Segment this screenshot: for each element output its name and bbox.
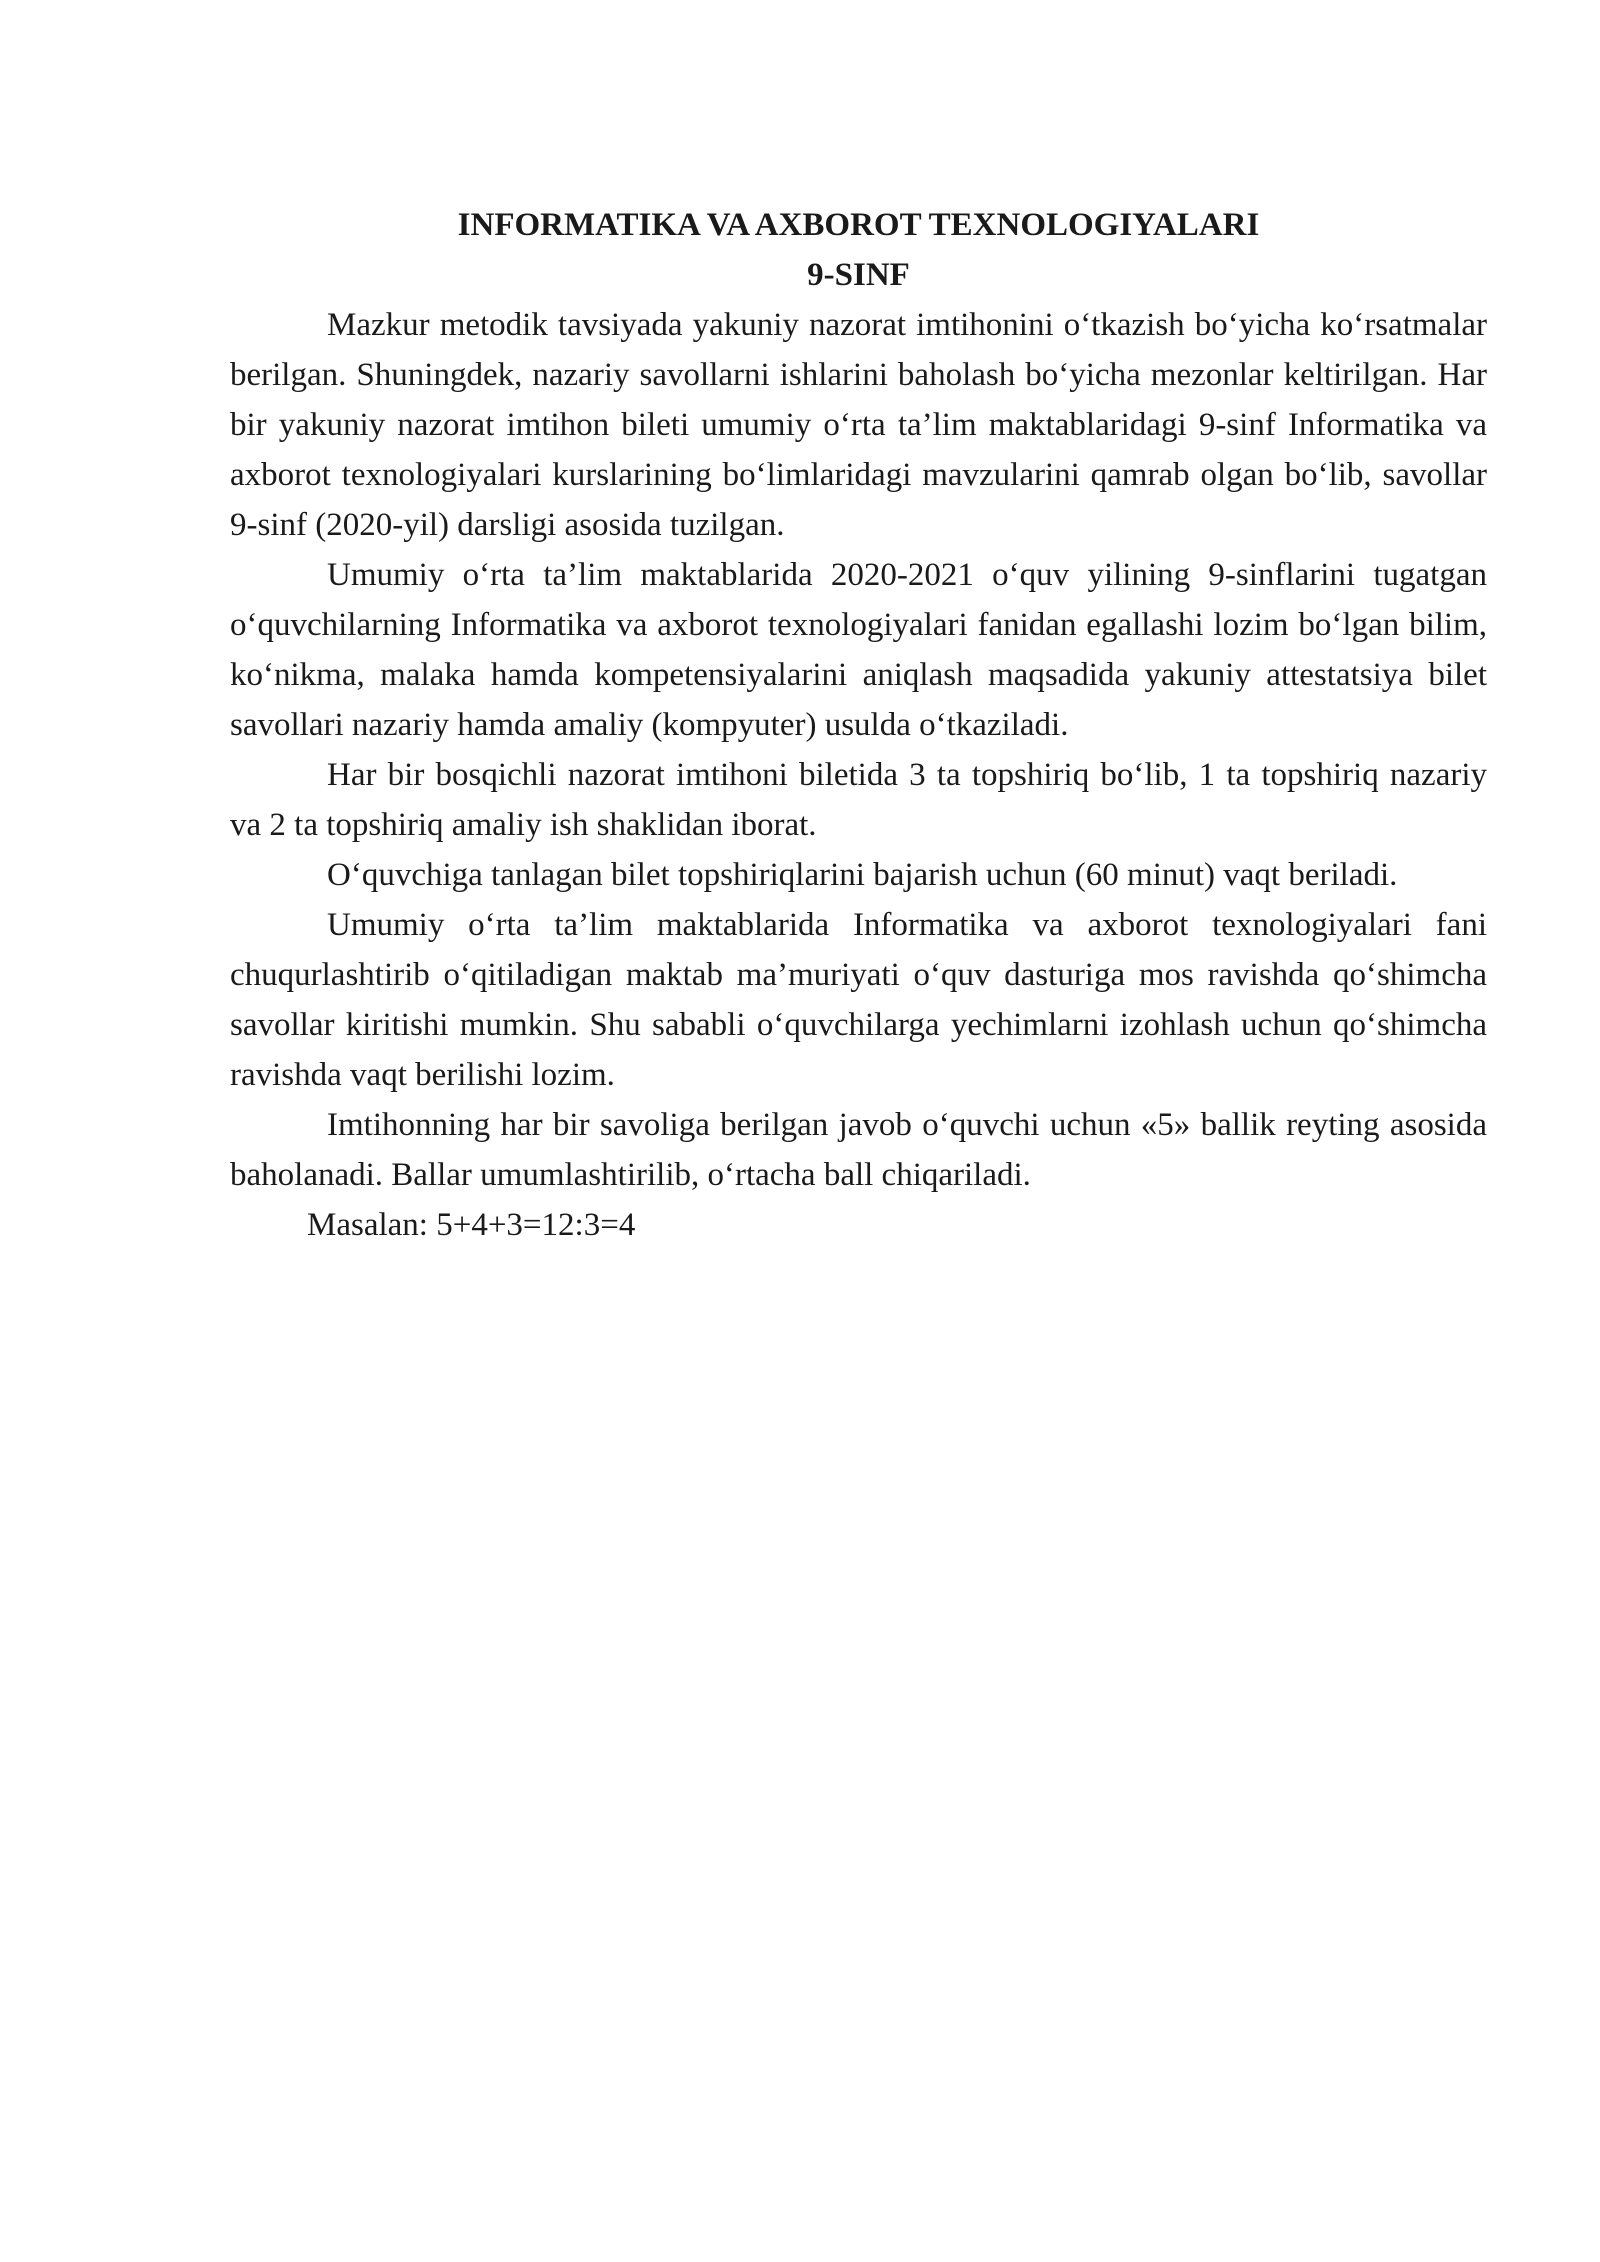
paragraph: Umumiy o‘rta ta’lim maktablarida 2020-2021 o‘quv yilining 9-sinflarini tugatgan o‘quvchilarning Informatika va axborot texnologiyalari fanidan egallashi lozim bo‘lgan bilim, ko‘nikma, malaka hamda kompetensiyalarini aniqlash maqsadida yakuniy attestatsiya bilet savollari nazariy hamda amaliy (kompyuter) usulda o‘tkaziladi. — [230, 557, 1487, 743]
paragraph: Umumiy o‘rta ta’lim maktablarida Informatika va axborot texnologiyalari fani chuqurlashtirib o‘qitiladigan maktab ma’muriyati o‘quv dasturiga mos ravishda qo‘shimcha savollar kiritishi mumkin. Shu sababli o‘quvchilarga yechimlarni izohlash uchun qo‘shimcha ravishda vaqt berilishi lozim. — [230, 907, 1487, 1093]
paragraph: O‘quvchiga tanlagan bilet topshiriqlarini bajarish uchun (60 minut) vaqt beriladi. — [327, 857, 1398, 893]
paragraph: Har bir bosqichli nazorat imtihoni biletida 3 ta topshiriq bo‘lib, 1 ta topshiriq nazariy va 2 ta topshiriq amaliy ish shaklidan iborat. — [230, 757, 1487, 843]
example-line: Masalan: 5+4+3=12:3=4 — [307, 1207, 636, 1243]
paragraph: Imtihonning har bir savoliga berilgan javob o‘quvchi uchun «5» ballik reyting asosida baholanadi. Ballar umumlashtirilib, o‘rtacha ball chiqariladi. — [230, 1107, 1487, 1193]
document-title: INFORMATIKA VA AXBOROT TEXNOLOGIYALARI — [457, 207, 1260, 243]
document-body — [230, 200, 1487, 1250]
document-subtitle: 9-SINF — [807, 257, 910, 293]
paragraph: Mazkur metodik tavsiyada yakuniy nazorat imtihonini o‘tkazish bo‘yicha ko‘rsatmalar berilgan. Shuningdek, nazariy savollarni ishlarini baholash bo‘yicha mezonlar keltirilgan. Har bir yakuniy nazorat imtihon bileti umumiy o‘rta ta’lim maktablaridagi 9-sinf Informatika va axborot texnologiyalari kurslarining bo‘limlaridagi mavzularini qamrab olgan bo‘lib, savollar 9-sinf (2020-yil) darsligi asosida tuzilgan. — [230, 307, 1487, 543]
